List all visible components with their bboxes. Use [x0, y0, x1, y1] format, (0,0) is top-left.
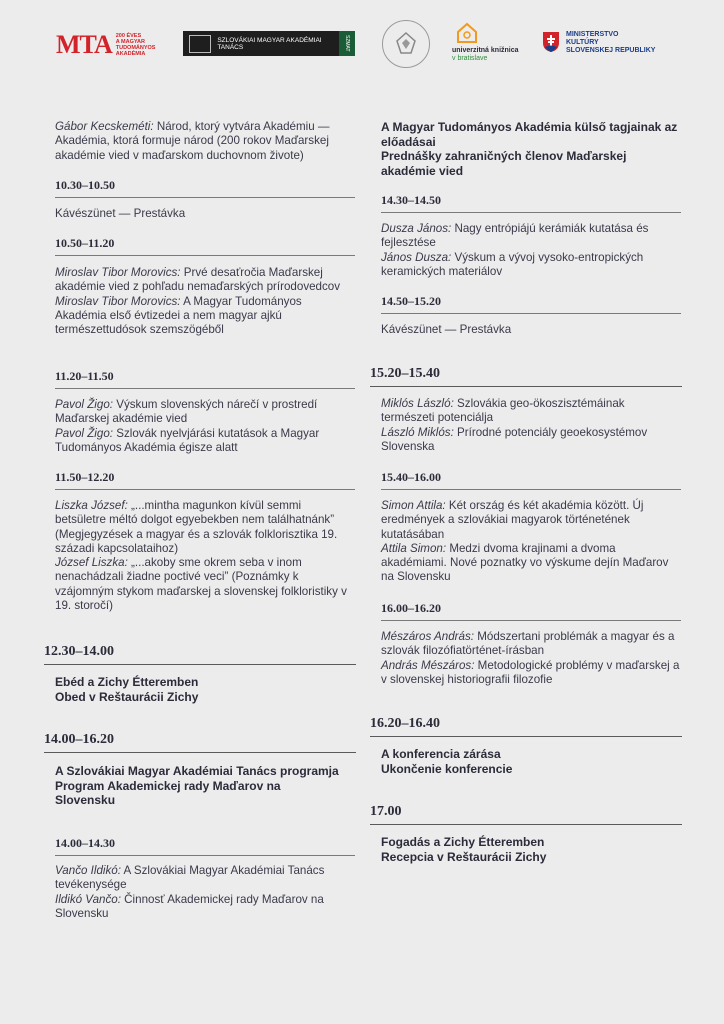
session-time: 14.00–16.20 [44, 732, 356, 753]
talk-zigo [55, 398, 355, 455]
ministry-line: SLOVENSKEJ REPUBLIKY [566, 47, 656, 54]
time-slot: 15.40–16.00 [381, 470, 681, 490]
ministry-line: KULTÚRY [566, 39, 599, 46]
talk-title: „...mintha magunkon kívül semmi betsületre méltó dolgot egyebekben nem találhatnánk” (Megjegyzések a magyar és a szlovák folklorisztika 19. századi kapcsolataihoz) [55, 499, 338, 555]
szmat-program-heading [55, 764, 340, 808]
talk-title: Výskum a vývoj vysoko-entropických keramických materiálov [381, 250, 644, 278]
session-time: 12.30–14.00 [44, 644, 356, 665]
mta-line: A MAGYAR [115, 39, 145, 45]
talk-title: „...akoby sme okrem seba v inom nenachádzali žiadne poctivé veci” (Poznámky k vzájomným stykom maďarskej a slovenskej folkloristiky v 19. storočí) [55, 556, 347, 613]
time-slot: 10.30–10.50 [55, 178, 355, 198]
talk-title: Činnosť Akademickej rady Maďarov na Slovensku [55, 892, 324, 920]
columns-icon [189, 35, 211, 53]
speaker: András Mészáros: [381, 658, 475, 672]
talk-meszaros [381, 630, 681, 687]
lunch-heading [55, 675, 355, 704]
slovak-crest-icon [542, 31, 560, 53]
mta-long [116, 33, 156, 57]
speaker: Pavol Žigo: [55, 398, 113, 411]
talk-liszka [55, 499, 355, 613]
heading-line: Recepcia v Reštaurácii Zichy [381, 849, 547, 864]
heading-line: Prednášky zahraničných členov Maďarskej akadémie vied [381, 149, 627, 178]
heading-line: Ukončenie konferencie [381, 761, 513, 776]
talk-dusza [381, 222, 681, 279]
time-slot: 11.50–12.20 [55, 470, 355, 490]
heading-line: Fogadás a Zichy Étteremben [381, 835, 545, 849]
talk-title: Szlovák nyelvjárási kutatások a Magyar Tudományos Akadémia égisze alatt [55, 426, 320, 454]
talk-morovics [55, 266, 355, 337]
mta-line: 200 ÉVES [115, 33, 142, 39]
ministry-line: MINISTERSTVO [566, 31, 619, 38]
break: Kávészünet — Prestávka [381, 323, 512, 336]
speaker: József Liszka: [55, 556, 128, 570]
speaker: Miroslav Tibor Morovics: [55, 266, 181, 279]
speaker: Gábor Kecskeméti: [55, 120, 154, 133]
heading-line: Program Akademickej rady Maďarov na Slovensku [55, 778, 281, 807]
speaker: Vančo Ildikó: [55, 864, 121, 877]
heading-line: A Magyar Tudományos Akadémia külső tagjainak az előadásai [381, 120, 678, 149]
speaker: Liszka József: [55, 499, 128, 512]
speaker: János Dusza: [381, 250, 452, 264]
time-slot: 14.00–14.30 [55, 836, 355, 856]
talk-title: Szlovákia geo-ökoszisztémáinak természeti potenciálja [381, 397, 625, 425]
speaker: László Miklós: [381, 425, 454, 439]
academy-seal-icon [382, 20, 430, 68]
talk-title: Nagy entrópiájú kerámiák kutatása és fejlesztése [381, 222, 649, 250]
ministry-logo [542, 31, 655, 55]
talk-title: Módszertani problémák a magyar és a szlovák filozófiatörténet-írásban [381, 630, 675, 658]
closing-heading [381, 747, 681, 776]
talk-title: Prvé desaťročia Maďarskej akadémie vied z pohľadu nemaďarských prírodovedcov [55, 266, 341, 294]
speaker: Dusza János: [381, 222, 452, 235]
szmat-logo [183, 31, 355, 56]
talk-vanco [55, 864, 355, 921]
talk-title: Medzi dvoma krajinami a dvoma akadémiami. Nové poznatky vo výskume dejín Maďarov na Slovensku [381, 541, 669, 584]
szmat-badge: SZMAT [339, 31, 355, 56]
mta-line: TUDOMÁNYOS [115, 45, 156, 51]
speaker: Ildikó Vančo: [55, 892, 121, 906]
time-slot: 11.20–11.50 [55, 369, 355, 389]
heading-line: A Szlovákiai Magyar Akadémiai Tanács programja [55, 764, 339, 778]
heading-line: Obed v Reštaurácii Zichy [55, 689, 199, 704]
ukb-logo [452, 22, 524, 63]
speaker: Mészáros András: [381, 630, 474, 643]
mta-short: MTA [56, 30, 112, 59]
speaker: Pavol Žigo: [55, 426, 113, 440]
talk-kecskemeti [55, 120, 355, 163]
talk-title: Metodologické problémy v maďarskej a v slovenskej historiografii filozofie [381, 658, 680, 686]
speaker: Simon Attila: [381, 499, 446, 512]
speaker: Miklós László: [381, 397, 454, 410]
session-time: 15.20–15.40 [370, 366, 682, 387]
heading-line: A konferencia zárása [381, 747, 501, 761]
talk-title: Výskum slovenských nárečí v prostredí Maďarskej akadémie vied [55, 398, 318, 426]
time-slot: 10.50–11.20 [55, 236, 355, 256]
mta-line: AKADÉMIA [115, 51, 146, 57]
talk-title: Prírodné potenciály geoekosystémov Slovenska [381, 425, 648, 453]
talk-title: Národ, ktorý vytvára Akadémiu — Akadémia, ktorá formuje národ (200 rokov Maďarskej akadémie vied v maďarskom duchovnom živote) [55, 120, 330, 162]
mta-logo [56, 30, 155, 60]
time-slot: 14.50–15.20 [381, 294, 681, 314]
speaker: Attila Simon: [381, 541, 447, 555]
time-slot: 14.30–14.50 [381, 193, 681, 213]
talk-title: A Magyar Tudományos Akadémia első évtizedei a nem magyar ajkú természettudósok szemszögéből [55, 294, 302, 337]
talk-title: A Szlovákiai Magyar Akadémiai Tanács tevékenysége [55, 864, 325, 892]
ukb-city: v bratislave [452, 55, 488, 62]
logo-bar [0, 0, 724, 90]
speaker: Miroslav Tibor Morovics: [55, 294, 181, 308]
break: Kávészünet — Prestávka [55, 207, 186, 220]
talk-miklos [381, 397, 681, 454]
ukb-name: univerzitná knižnica [452, 47, 519, 54]
library-icon [456, 22, 478, 44]
reception-heading [381, 835, 681, 864]
talk-title: Két ország és két akadémia között. Új eredmények a szlovákiai magyarok történetének kutatásában [381, 499, 644, 541]
external-members-heading [381, 120, 681, 178]
session-time: 17.00 [370, 804, 682, 825]
talk-simon [381, 499, 681, 585]
heading-line: Ebéd a Zichy Étteremben [55, 675, 199, 689]
time-slot: 16.00–16.20 [381, 601, 681, 621]
session-time: 16.20–16.40 [370, 716, 682, 737]
szmat-name: SZLOVÁKIAI MAGYAR AKADÉMIAI TANÁCS [217, 36, 322, 51]
